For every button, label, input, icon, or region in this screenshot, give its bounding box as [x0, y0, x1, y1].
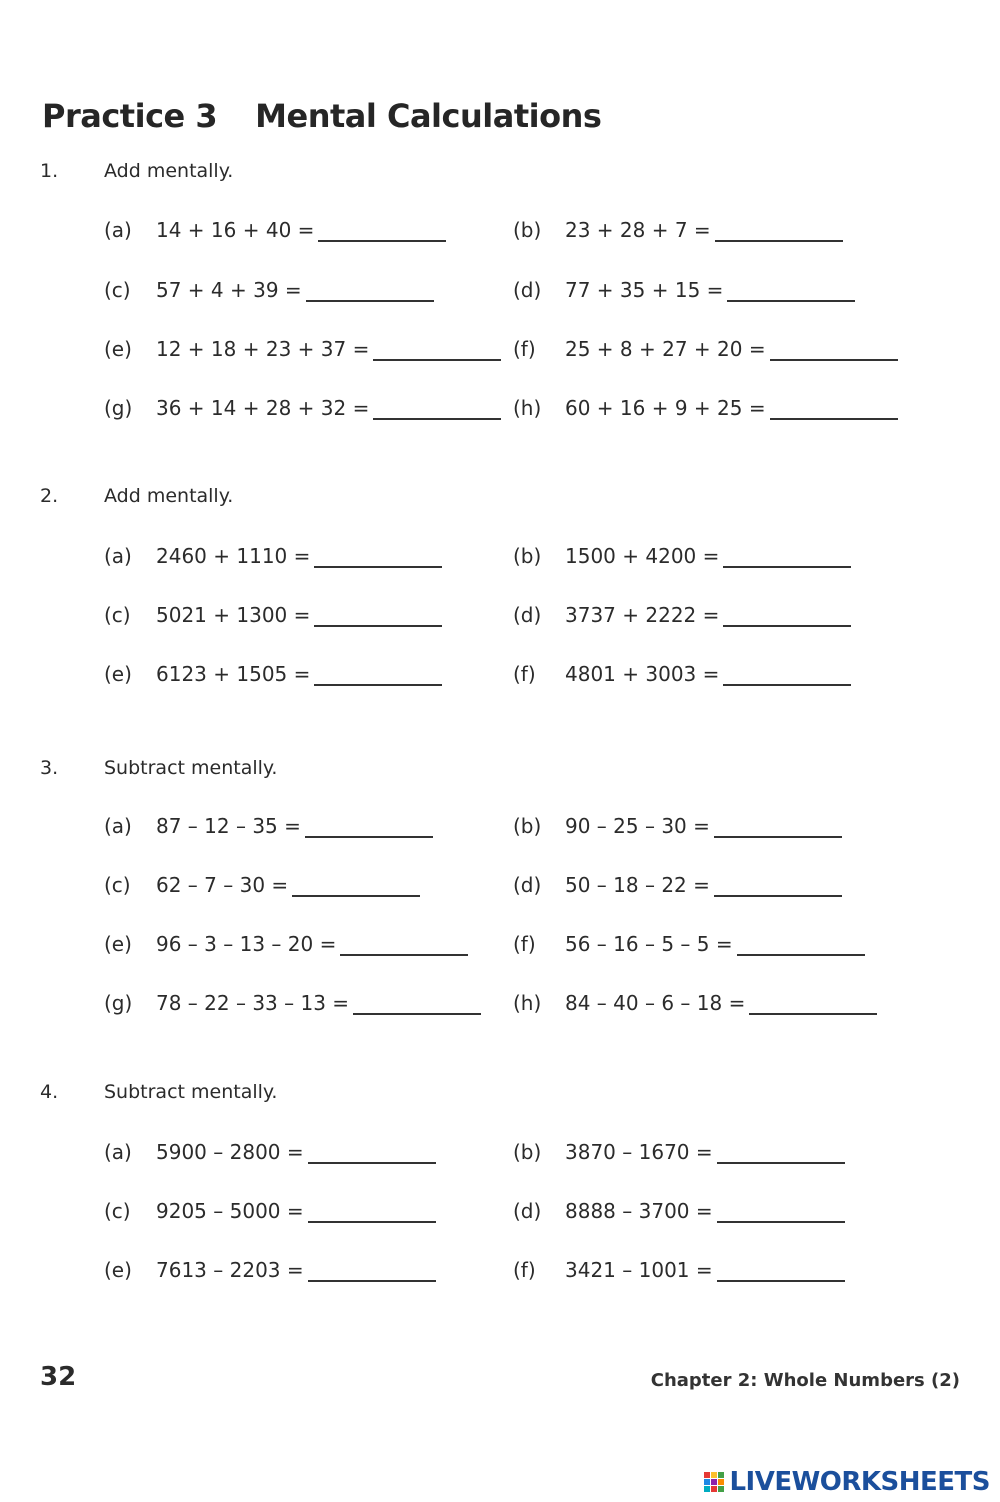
item-label: (e) [104, 662, 132, 686]
item-expression: 36 + 14 + 28 + 32 = [156, 396, 370, 420]
answer-field[interactable] [717, 1136, 845, 1164]
answer-field[interactable] [715, 214, 843, 242]
logo-grid-icon [704, 1472, 724, 1492]
exercise-item [104, 1134, 436, 1164]
exercise-item [104, 538, 442, 568]
item-label: (a) [104, 814, 132, 838]
item-expression: 3870 – 1670 = [565, 1140, 713, 1164]
question-number: 4. [40, 1081, 59, 1103]
exercise-item [513, 808, 842, 838]
exercise-item [513, 1252, 845, 1282]
answer-field[interactable] [714, 810, 842, 838]
item-label: (h) [513, 396, 542, 420]
practice-topic: Mental Calculations [255, 97, 602, 135]
answer-field[interactable] [717, 1195, 845, 1223]
logo-text: LIVEWORKSHEETS [729, 1467, 990, 1497]
item-expression: 1500 + 4200 = [565, 544, 720, 568]
item-label: (c) [104, 873, 131, 897]
exercise-item [513, 538, 851, 568]
item-label: (f) [513, 662, 536, 686]
exercise-item [513, 1193, 845, 1223]
item-expression: 14 + 16 + 40 = [156, 218, 315, 242]
answer-field[interactable] [717, 1254, 845, 1282]
question-instruction: Subtract mentally. [104, 757, 278, 779]
answer-field[interactable] [306, 274, 434, 302]
item-expression: 2460 + 1110 = [156, 544, 311, 568]
question-number: 3. [40, 757, 59, 779]
item-expression: 8888 – 3700 = [565, 1199, 713, 1223]
item-expression: 7613 – 2203 = [156, 1258, 304, 1282]
item-expression: 9205 – 5000 = [156, 1199, 304, 1223]
answer-field[interactable] [714, 869, 842, 897]
item-label: (d) [513, 603, 542, 627]
item-expression: 84 – 40 – 6 – 18 = [565, 991, 746, 1015]
practice-label: Practice 3 [42, 97, 218, 135]
answer-field[interactable] [723, 540, 851, 568]
exercise-item [104, 867, 420, 897]
answer-field[interactable] [373, 333, 501, 361]
item-label: (f) [513, 337, 536, 361]
exercise-item [513, 926, 865, 956]
page-title [42, 97, 601, 135]
liveworksheets-logo [704, 1467, 990, 1497]
exercise-item [513, 597, 851, 627]
item-expression: 78 – 22 – 33 – 13 = [156, 991, 350, 1015]
exercise-item [513, 390, 898, 420]
item-expression: 3421 – 1001 = [565, 1258, 713, 1282]
item-label: (e) [104, 1258, 132, 1282]
item-label: (g) [104, 396, 133, 420]
item-label: (d) [513, 873, 542, 897]
exercise-item [104, 390, 501, 420]
item-expression: 60 + 16 + 9 + 25 = [565, 396, 766, 420]
exercise-item [104, 1252, 436, 1282]
answer-field[interactable] [770, 333, 898, 361]
exercise-item [513, 212, 843, 242]
exercise-item [104, 808, 433, 838]
exercise-item [104, 656, 442, 686]
answer-field[interactable] [340, 928, 468, 956]
item-label: (b) [513, 218, 542, 242]
answer-field[interactable] [308, 1136, 436, 1164]
item-expression: 5900 – 2800 = [156, 1140, 304, 1164]
item-label: (b) [513, 1140, 542, 1164]
item-label: (a) [104, 544, 132, 568]
item-label: (b) [513, 544, 542, 568]
item-label: (d) [513, 278, 542, 302]
answer-field[interactable] [308, 1254, 436, 1282]
item-expression: 96 – 3 – 13 – 20 = [156, 932, 337, 956]
item-expression: 90 – 25 – 30 = [565, 814, 710, 838]
item-label: (c) [104, 603, 131, 627]
answer-field[interactable] [723, 599, 851, 627]
question-instruction: Add mentally. [104, 485, 234, 507]
answer-field[interactable] [353, 987, 481, 1015]
exercise-item [104, 331, 501, 361]
answer-field[interactable] [373, 392, 501, 420]
exercise-item [513, 331, 898, 361]
item-expression: 6123 + 1505 = [156, 662, 311, 686]
exercise-item [513, 656, 851, 686]
question-instruction: Subtract mentally. [104, 1081, 278, 1103]
answer-field[interactable] [292, 869, 420, 897]
answer-field[interactable] [318, 214, 446, 242]
item-expression: 77 + 35 + 15 = [565, 278, 724, 302]
item-expression: 3737 + 2222 = [565, 603, 720, 627]
exercise-item [513, 985, 877, 1015]
item-expression: 57 + 4 + 39 = [156, 278, 302, 302]
exercise-item [513, 272, 855, 302]
chapter-footer: Chapter 2: Whole Numbers (2) [650, 1370, 960, 1391]
question-instruction: Add mentally. [104, 160, 234, 182]
answer-field[interactable] [727, 274, 855, 302]
item-label: (b) [513, 814, 542, 838]
item-label: (a) [104, 1140, 132, 1164]
item-expression: 12 + 18 + 23 + 37 = [156, 337, 370, 361]
answer-field[interactable] [305, 810, 433, 838]
item-expression: 5021 + 1300 = [156, 603, 311, 627]
question-number: 2. [40, 485, 59, 507]
answer-field[interactable] [749, 987, 877, 1015]
item-label: (g) [104, 991, 133, 1015]
exercise-item [513, 1134, 845, 1164]
item-expression: 62 – 7 – 30 = [156, 873, 289, 897]
answer-field[interactable] [723, 658, 851, 686]
item-label: (f) [513, 1258, 536, 1282]
page-number: 32 [40, 1362, 77, 1392]
exercise-item [104, 1193, 436, 1223]
item-label: (c) [104, 1199, 131, 1223]
item-label: (h) [513, 991, 542, 1015]
item-expression: 87 – 12 – 35 = [156, 814, 301, 838]
answer-field[interactable] [314, 540, 442, 568]
item-expression: 25 + 8 + 27 + 20 = [565, 337, 766, 361]
answer-field[interactable] [314, 599, 442, 627]
exercise-item [104, 597, 442, 627]
item-label: (d) [513, 1199, 542, 1223]
item-label: (c) [104, 278, 131, 302]
item-expression: 50 – 18 – 22 = [565, 873, 710, 897]
answer-field[interactable] [770, 392, 898, 420]
exercise-item [104, 926, 468, 956]
answer-field[interactable] [308, 1195, 436, 1223]
item-label: (e) [104, 932, 132, 956]
answer-field[interactable] [314, 658, 442, 686]
item-label: (e) [104, 337, 132, 361]
exercise-item [104, 272, 434, 302]
question-number: 1. [40, 160, 59, 182]
item-expression: 4801 + 3003 = [565, 662, 720, 686]
item-expression: 56 – 16 – 5 – 5 = [565, 932, 733, 956]
exercise-item [513, 867, 842, 897]
exercise-item [104, 212, 446, 242]
exercise-item [104, 985, 481, 1015]
item-label: (a) [104, 218, 132, 242]
answer-field[interactable] [737, 928, 865, 956]
item-label: (f) [513, 932, 536, 956]
item-expression: 23 + 28 + 7 = [565, 218, 711, 242]
